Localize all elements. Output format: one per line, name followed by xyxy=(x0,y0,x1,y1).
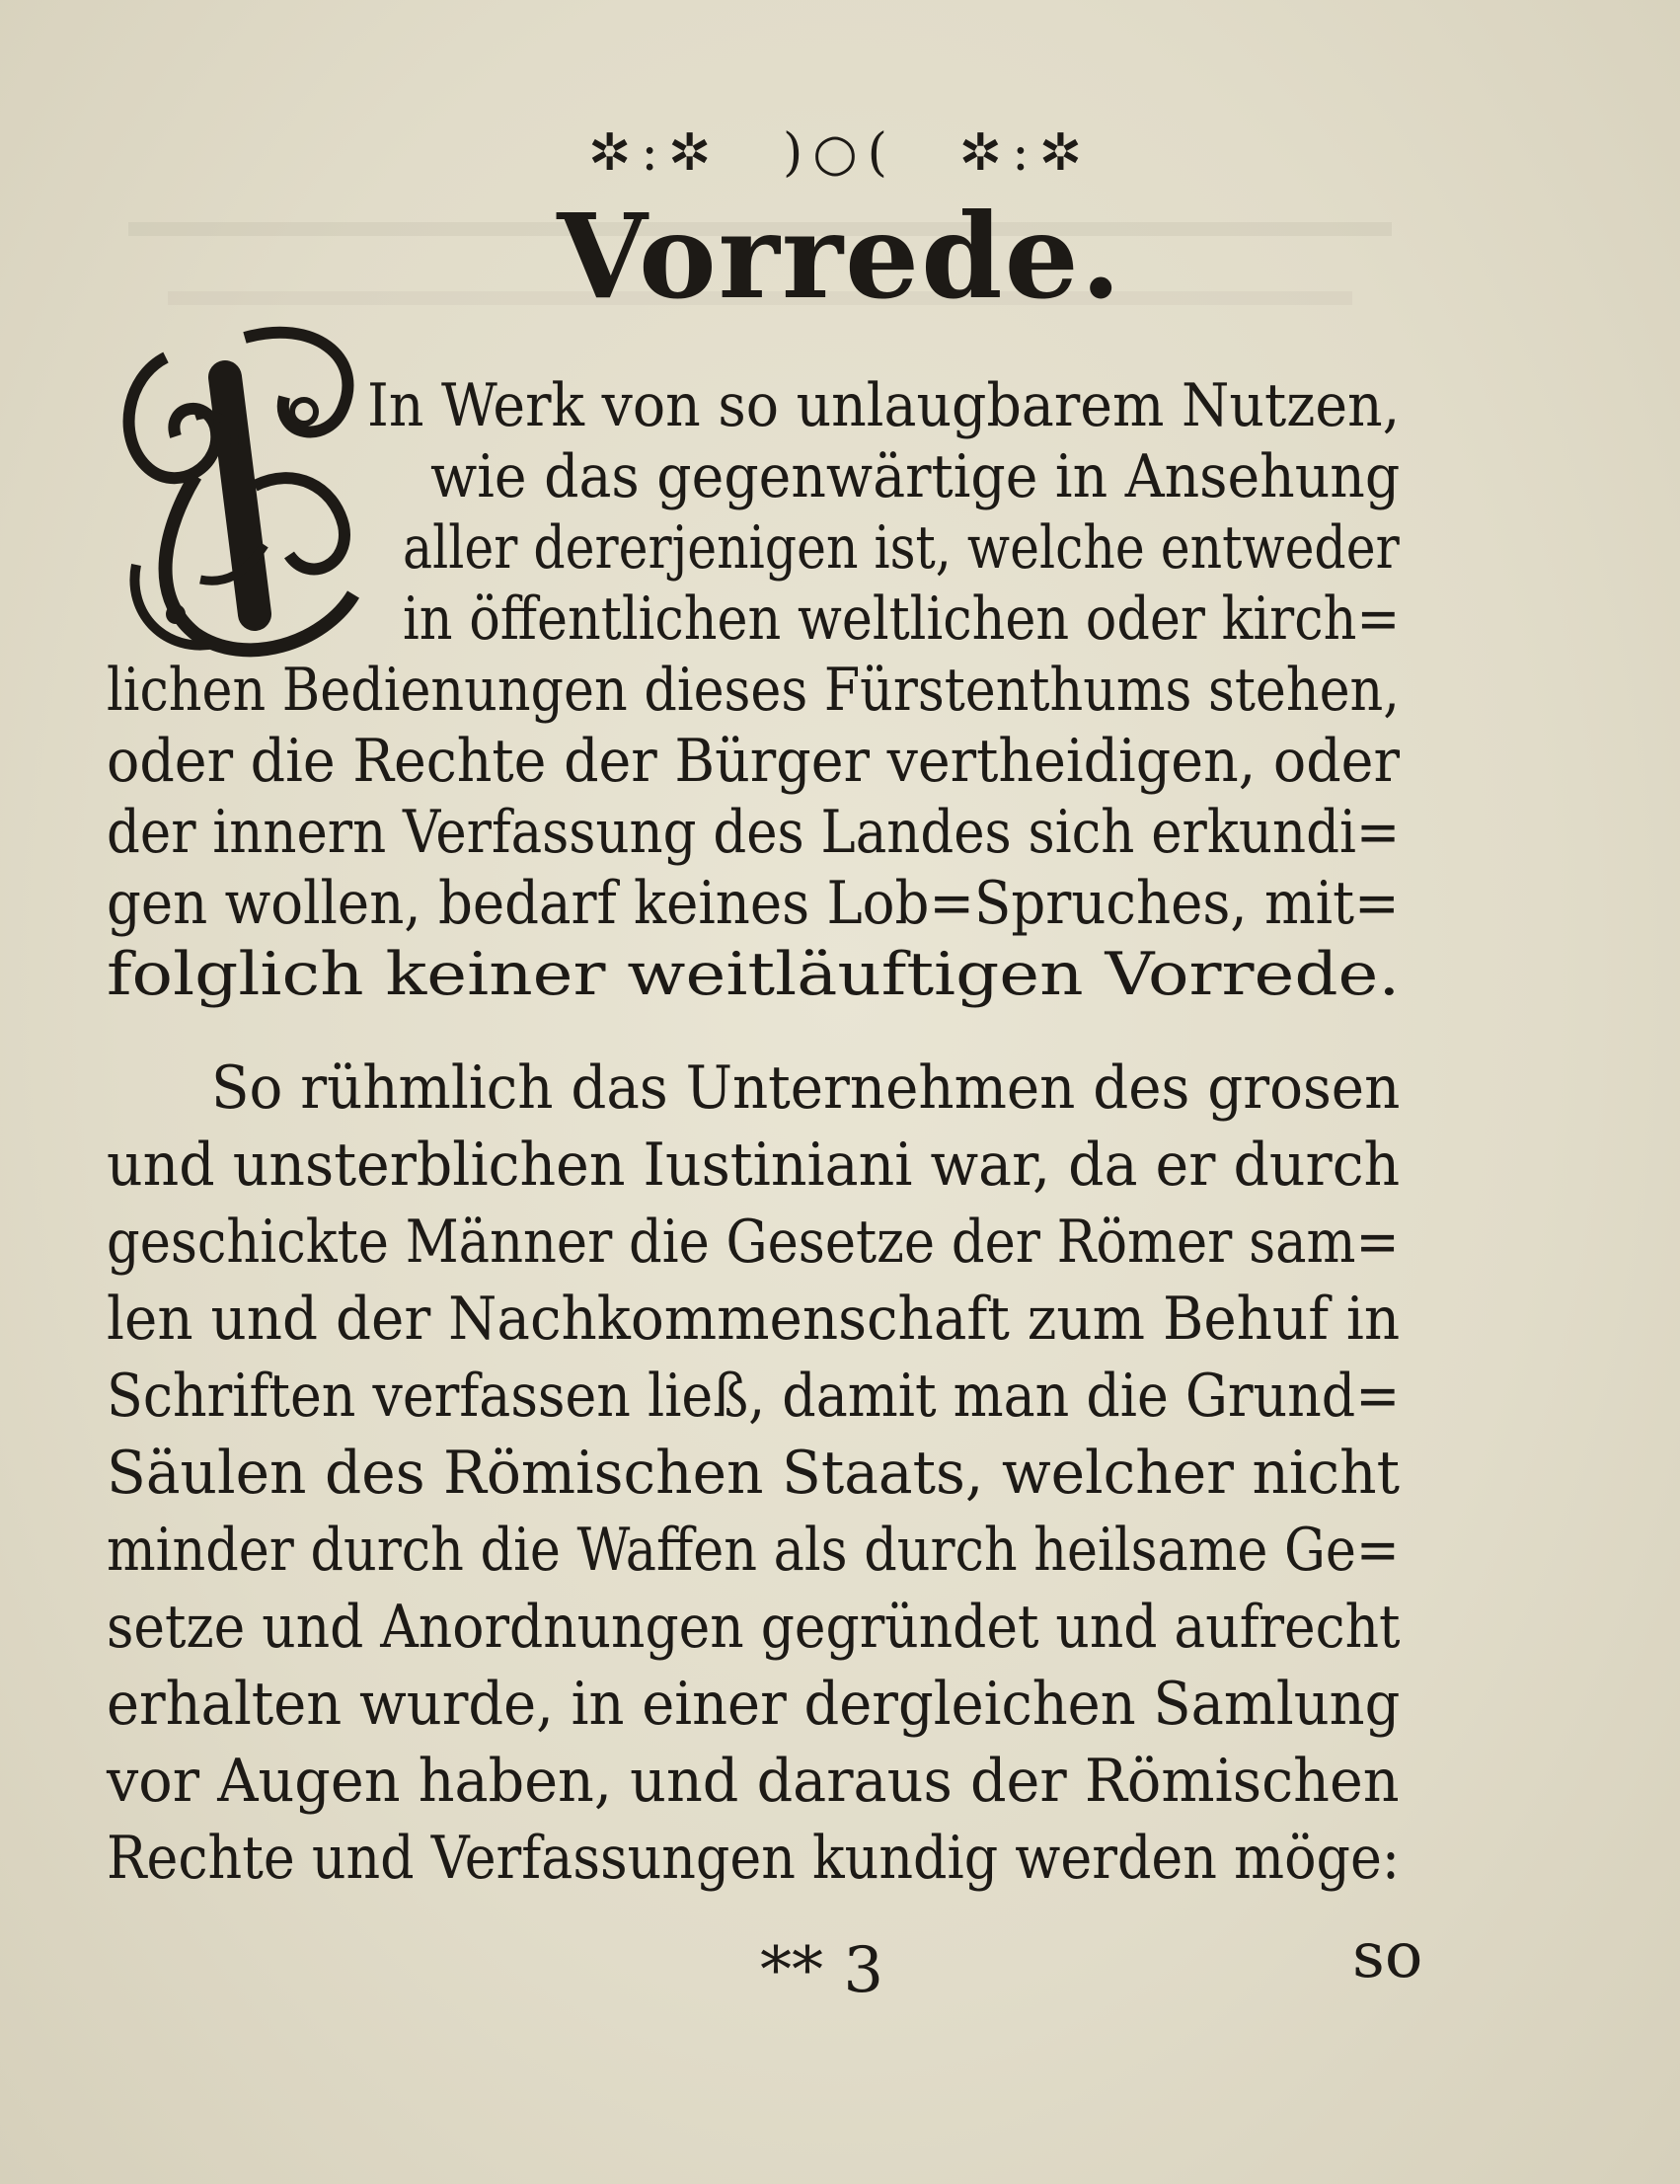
text-line: der innern Verfassung des Landes sich erkundi= xyxy=(107,798,1401,867)
decorated-initial xyxy=(107,318,373,673)
text-line: in öffentlichen weltlichen oder kirch= xyxy=(403,585,1401,654)
catchword: so xyxy=(1352,1919,1423,1992)
text-line: Säulen des Römischen Staats, welcher nicht xyxy=(107,1439,1400,1508)
page-title: Vorrede. xyxy=(557,188,1123,325)
ornament-right: ✲:✲ xyxy=(958,123,1093,183)
text-line: So rühmlich das Unternehmen des grosen xyxy=(211,1053,1401,1123)
text-line: folglich keiner weitläuftigen Vorrede. xyxy=(107,940,1401,1009)
ornament-left: ✲:✲ xyxy=(587,123,722,183)
text-line: Rechte und Verfassungen kundig werden möge: xyxy=(107,1824,1400,1893)
text-line: In Werk von so unlaugbarem Nutzen, xyxy=(367,371,1401,440)
text-line: lichen Bedienungen dieses Fürstenthums stehen, xyxy=(107,656,1400,725)
text-line: und unsterblichen Iustiniani war, da er durch xyxy=(107,1131,1401,1200)
text-line: wie das gegenwärtige in Ansehung xyxy=(430,442,1401,511)
text-line: Schriften verfassen ließ, damit man die Grund= xyxy=(107,1362,1401,1431)
text-line: erhalten wurde, in einer dergleichen Samlung xyxy=(107,1670,1401,1739)
signature-mark: ** 3 xyxy=(760,1934,884,2007)
head-ornament xyxy=(0,118,1680,188)
text-line: gen wollen, bedarf keines Lob=Spruches, mit= xyxy=(107,869,1400,938)
text-line: len und der Nachkommenschaft zum Behuf in xyxy=(107,1285,1401,1354)
decorated-initial-art xyxy=(107,318,373,673)
text-line: vor Augen haben, und daraus der Römischen xyxy=(107,1747,1400,1816)
text-line: minder durch die Waffen als durch heilsame Ge= xyxy=(107,1516,1400,1585)
text-line: geschickte Männer die Gesetze der Römer sam= xyxy=(107,1208,1400,1277)
text-line: oder die Rechte der Bürger vertheidigen, oder xyxy=(107,727,1400,796)
text-line: setze und Anordnungen gegründet und aufrecht xyxy=(107,1593,1401,1662)
text-line: aller dererjenigen ist, welche entweder xyxy=(403,513,1400,583)
ornament-center: )○( xyxy=(783,123,897,183)
